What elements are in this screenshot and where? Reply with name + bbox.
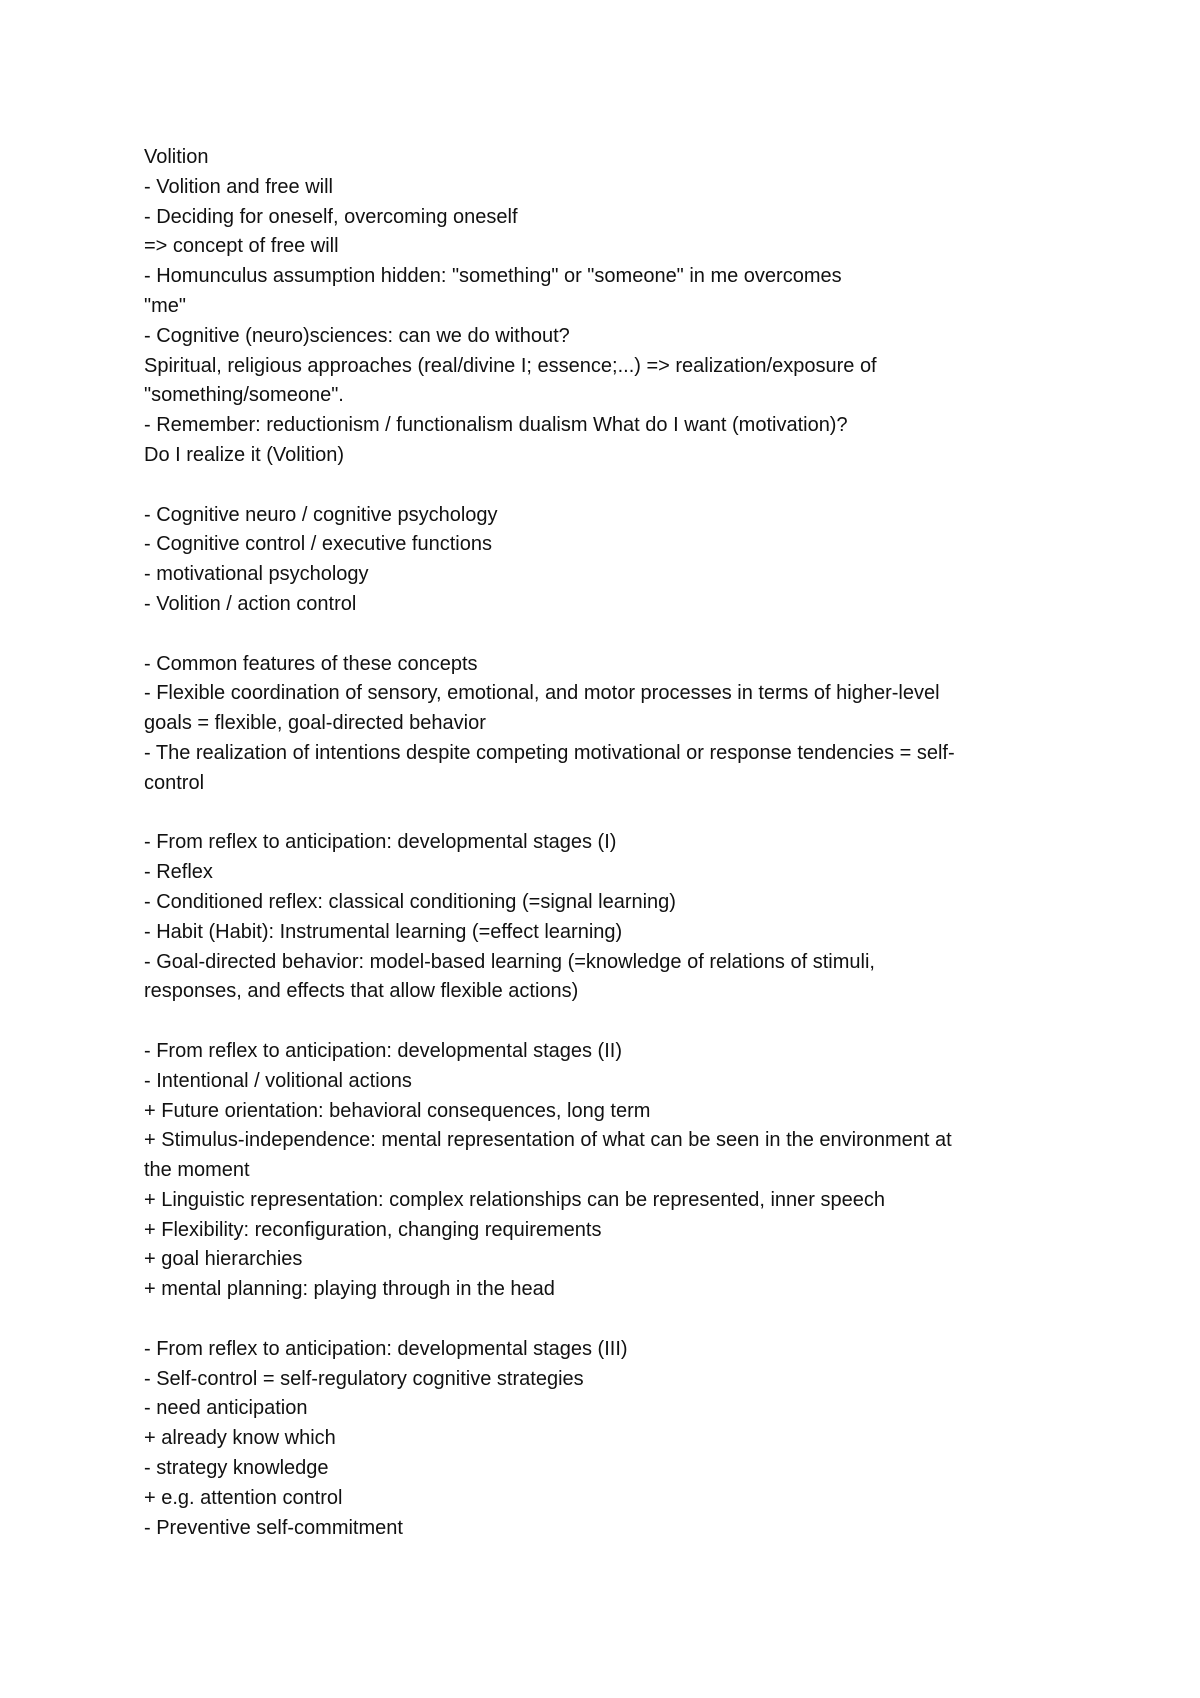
text-line: goals = flexible, goal-directed behavior	[144, 712, 486, 735]
text-line: control	[144, 771, 205, 794]
text-line: responses, and effects that allow flexible actions)	[144, 980, 579, 1003]
text-line: Do I realize it (Volition)	[144, 443, 345, 466]
text-line: - Preventive self-commitment	[144, 1516, 403, 1539]
blank-line	[144, 471, 1064, 501]
text-line: - Cognitive neuro / cognitive psychology	[144, 503, 498, 526]
text-line: - Cognitive control / executive functions	[144, 533, 492, 556]
text-line: - Deciding for oneself, overcoming oneself	[144, 205, 518, 228]
blank-line	[144, 620, 1064, 650]
text-line: + Flexibility: reconfiguration, changing requirements	[144, 1218, 602, 1241]
blank-line	[144, 799, 1064, 829]
text-line: - Conditioned reflex: classical conditioning (=signal learning)	[144, 890, 676, 913]
text-line: - Remember: reductionism / functionalism dualism What do I want (motivation)?	[144, 414, 848, 437]
text-line: - strategy knowledge	[144, 1457, 329, 1480]
text-line: - The realization of intentions despite competing motivational or response tendencies = self-	[144, 741, 955, 764]
text-line: + Stimulus-independence: mental representation of what can be seen in the environment at	[144, 1129, 952, 1152]
text-line: - Cognitive (neuro)sciences: can we do without?	[144, 324, 570, 347]
text-line: - need anticipation	[144, 1397, 308, 1420]
text-line: - Volition / action control	[144, 592, 357, 615]
text-line: - From reflex to anticipation: developmental stages (III)	[144, 1337, 628, 1360]
text-line: + goal hierarchies	[144, 1248, 303, 1271]
text-line: + Linguistic representation: complex relationships can be represented, inner speech	[144, 1188, 885, 1211]
text-line: "me"	[144, 294, 186, 317]
text-line: - Habit (Habit): Instrumental learning (=effect learning)	[144, 920, 623, 943]
blank-line	[144, 1305, 1064, 1335]
text-line: + e.g. attention control	[144, 1486, 343, 1509]
blank-line	[144, 1007, 1064, 1037]
text-line: - Self-control = self-regulatory cognitive strategies	[144, 1367, 584, 1390]
text-line: - Intentional / volitional actions	[144, 1069, 412, 1092]
text-line: - motivational psychology	[144, 563, 369, 586]
text-line: - Volition and free will	[144, 175, 333, 198]
text-line: + mental planning: playing through in the head	[144, 1278, 555, 1301]
text-line: - From reflex to anticipation: developmental stages (I)	[144, 831, 617, 854]
text-line: Spiritual, religious approaches (real/divine I; essence;...) => realization/exposure of	[144, 354, 877, 377]
text-line: - Common features of these concepts	[144, 652, 478, 675]
document-body	[144, 143, 1064, 1543]
text-line: - Flexible coordination of sensory, emotional, and motor processes in terms of higher-level	[144, 682, 940, 705]
text-line: "something/someone".	[144, 384, 344, 407]
text-line: - From reflex to anticipation: developmental stages (II)	[144, 1039, 622, 1062]
text-line: + Future orientation: behavioral consequences, long term	[144, 1099, 651, 1122]
text-line: the moment	[144, 1159, 250, 1182]
text-line: - Reflex	[144, 861, 213, 884]
document-title: Volition	[144, 146, 209, 168]
text-line: - Goal-directed behavior: model-based learning (=knowledge of relations of stimuli,	[144, 950, 875, 973]
text-line: => concept of free will	[144, 235, 339, 258]
text-line: - Homunculus assumption hidden: "something" or "someone" in me overcomes	[144, 265, 842, 288]
text-line: + already know which	[144, 1427, 336, 1450]
